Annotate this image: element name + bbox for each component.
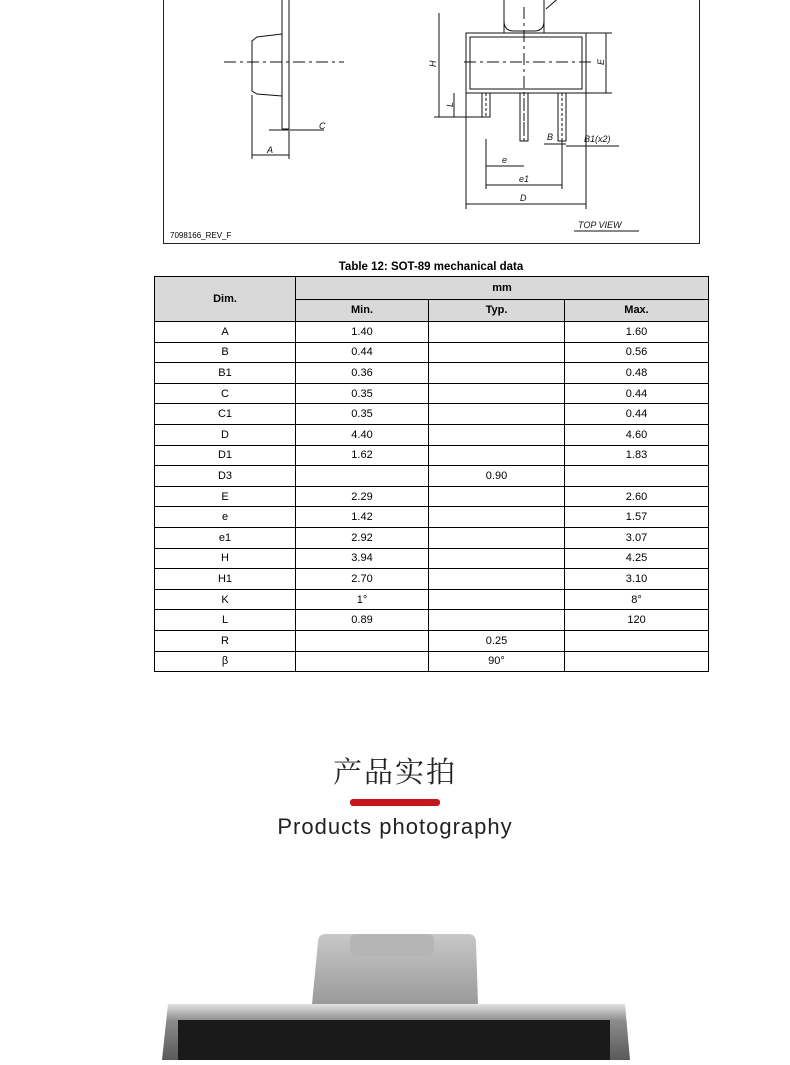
header-typ: Typ. — [429, 299, 565, 322]
cell-min: 0.44 — [296, 342, 429, 363]
cell-typ — [429, 527, 565, 548]
table-body — [155, 322, 709, 672]
cell-typ — [429, 363, 565, 384]
cell-typ — [429, 589, 565, 610]
mechanical-data-table — [154, 276, 709, 672]
cell-dim: H1 — [155, 569, 296, 590]
table-row — [155, 507, 709, 528]
cell-min: 2.29 — [296, 486, 429, 507]
cell-max: 3.07 — [565, 527, 709, 548]
cell-min: 1° — [296, 589, 429, 610]
dim-label-a: A — [267, 145, 274, 155]
cell-dim: B1 — [155, 363, 296, 384]
header-max: Max. — [565, 299, 709, 322]
cell-min: 1.42 — [296, 507, 429, 528]
cell-typ — [429, 424, 565, 445]
table-row — [155, 651, 709, 672]
table-row — [155, 548, 709, 569]
table-row — [155, 589, 709, 610]
dim-label-c: C — [319, 121, 326, 131]
cell-dim: β — [155, 651, 296, 672]
sot89-outline-drawing — [164, 0, 701, 245]
cell-dim: K — [155, 589, 296, 610]
title-underline — [350, 799, 440, 806]
cell-min — [296, 630, 429, 651]
cell-max: 8° — [565, 589, 709, 610]
cell-dim: e1 — [155, 527, 296, 548]
cell-dim: A — [155, 322, 296, 343]
cell-min: 0.36 — [296, 363, 429, 384]
cell-dim: H — [155, 548, 296, 569]
cell-max: 0.48 — [565, 363, 709, 384]
cell-max: 3.10 — [565, 569, 709, 590]
cell-dim: C — [155, 383, 296, 404]
cell-max: 4.25 — [565, 548, 709, 569]
section-subtitle: Products photography — [277, 814, 513, 839]
cell-typ — [429, 507, 565, 528]
cell-max — [565, 630, 709, 651]
cell-typ — [429, 322, 565, 343]
header-dim: Dim. — [155, 277, 296, 322]
cell-min: 0.89 — [296, 610, 429, 631]
dim-label-b1: B1(x2) — [584, 134, 611, 144]
cell-max: 120 — [565, 610, 709, 631]
product-photo — [0, 880, 790, 1060]
dim-label-h: H — [428, 60, 438, 67]
cell-typ: 0.90 — [429, 466, 565, 487]
cell-max: 1.83 — [565, 445, 709, 466]
cell-min: 3.94 — [296, 548, 429, 569]
cell-dim: B — [155, 342, 296, 363]
cell-max: 1.57 — [565, 507, 709, 528]
cell-max: 4.60 — [565, 424, 709, 445]
table-row — [155, 445, 709, 466]
cell-max: 0.44 — [565, 383, 709, 404]
dim-label-b: B — [547, 132, 554, 142]
table-row — [155, 466, 709, 487]
table-row — [155, 424, 709, 445]
table-row — [155, 383, 709, 404]
dim-label-e1: e1 — [519, 174, 530, 184]
table-row — [155, 630, 709, 651]
cell-typ: 0.25 — [429, 630, 565, 651]
top-view-label: TOP VIEW — [578, 220, 622, 230]
cell-max — [565, 651, 709, 672]
table-row — [155, 569, 709, 590]
cell-dim: R — [155, 630, 296, 651]
cell-min — [296, 466, 429, 487]
cell-dim: E — [155, 486, 296, 507]
cell-min: 0.35 — [296, 383, 429, 404]
dim-label-e: e — [502, 155, 508, 165]
cell-dim: C1 — [155, 404, 296, 425]
cell-max: 0.44 — [565, 404, 709, 425]
cell-min: 0.35 — [296, 404, 429, 425]
table-row — [155, 527, 709, 548]
cell-typ — [429, 486, 565, 507]
dim-label-e-side: E — [596, 58, 606, 65]
cell-dim: D — [155, 424, 296, 445]
table-row — [155, 486, 709, 507]
table-row — [155, 322, 709, 343]
cell-typ — [429, 404, 565, 425]
cell-typ — [429, 610, 565, 631]
cell-min: 1.40 — [296, 322, 429, 343]
cell-typ — [429, 548, 565, 569]
drawing-id-label: 7098166_REV_F — [170, 231, 232, 240]
cell-dim: D3 — [155, 466, 296, 487]
cell-dim: D1 — [155, 445, 296, 466]
cell-typ — [429, 383, 565, 404]
dim-label-d: D — [520, 193, 527, 203]
sot89-package-image — [0, 880, 790, 1060]
cell-typ — [429, 445, 565, 466]
cell-dim: L — [155, 610, 296, 631]
table-row — [155, 342, 709, 363]
cell-min — [296, 651, 429, 672]
cell-min: 1.62 — [296, 445, 429, 466]
cell-typ — [429, 342, 565, 363]
cell-typ — [429, 569, 565, 590]
cell-min: 2.70 — [296, 569, 429, 590]
section-title: 产品实拍 — [332, 757, 457, 789]
cell-min: 4.40 — [296, 424, 429, 445]
cell-typ: 90° — [429, 651, 565, 672]
table-row — [155, 404, 709, 425]
header-min: Min. — [296, 299, 429, 322]
header-unit: mm — [296, 277, 709, 300]
package-drawing — [163, 0, 700, 244]
cell-max: 0.56 — [565, 342, 709, 363]
cell-min: 2.92 — [296, 527, 429, 548]
table-row — [155, 363, 709, 384]
cell-max: 1.60 — [565, 322, 709, 343]
table-row — [155, 610, 709, 631]
cell-dim: e — [155, 507, 296, 528]
cell-max — [565, 466, 709, 487]
table-caption: Table 12: SOT-89 mechanical data — [338, 261, 524, 273]
dim-label-l: L — [445, 101, 455, 107]
cell-max: 2.60 — [565, 486, 709, 507]
